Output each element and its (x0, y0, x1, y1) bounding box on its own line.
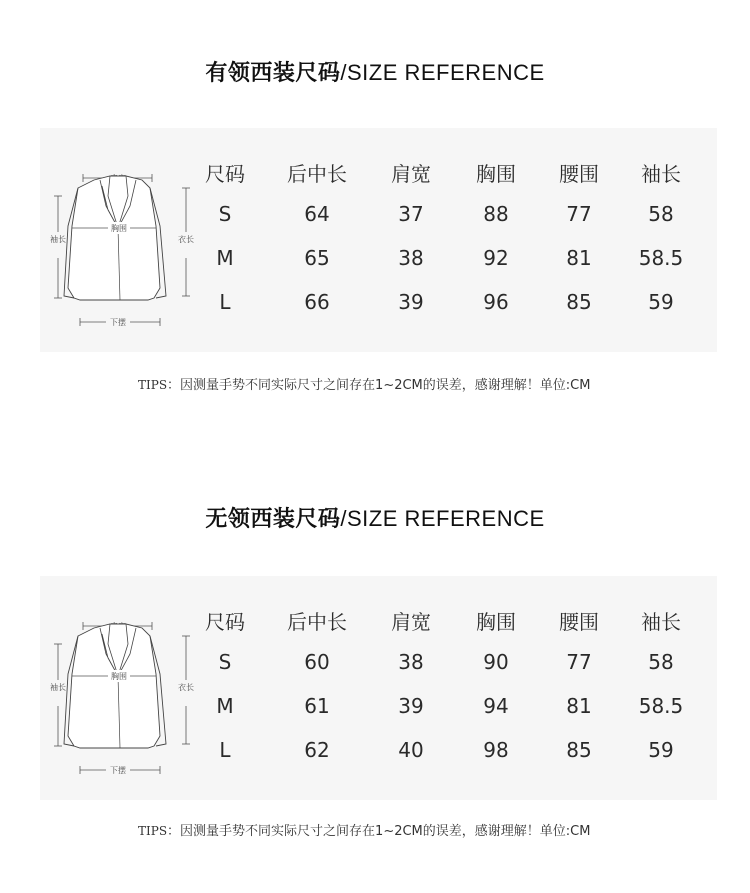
tips-text: ：因测量手势不同实际尺寸之间存在1~2CM的误差，感谢理解！单位:CM (167, 824, 591, 839)
table-cell: 60 (304, 650, 330, 674)
label-sleeve: 袖长 (50, 683, 66, 692)
table-cell: 81 (566, 694, 592, 718)
label-length: 衣长 (178, 683, 194, 692)
table-cell: 64 (304, 202, 330, 226)
table-cell: 38 (398, 246, 424, 270)
col-header-size: 尺码 (205, 610, 245, 634)
label-hem: 下摆 (110, 318, 126, 327)
table-cell: 98 (483, 738, 509, 762)
table-cell: 77 (566, 650, 592, 674)
jacket-illustration (50, 166, 200, 331)
table-cell: 39 (398, 694, 424, 718)
table-cell: 58 (648, 650, 674, 674)
tips-note (138, 820, 590, 839)
title-cn: 无领西装尺码 (205, 507, 341, 532)
table-cell: S (218, 202, 232, 226)
table-cell: 59 (648, 290, 674, 314)
table-cell: 39 (398, 290, 424, 314)
title-en: SIZE REFERENCE (346, 60, 545, 85)
table-cell: S (218, 650, 232, 674)
size-panel (40, 576, 717, 800)
col-header-waist: 腰围 (559, 610, 599, 634)
table-cell: 58 (648, 202, 674, 226)
col-header-chest: 胸围 (476, 610, 516, 634)
table-cell: 59 (648, 738, 674, 762)
col-header-shoulder: 肩宽 (391, 610, 431, 634)
table-cell: L (219, 738, 231, 762)
jacket-illustration (50, 614, 200, 779)
table-cell: 37 (398, 202, 424, 226)
table-cell: 81 (566, 246, 592, 270)
col-header-sleeve: 袖长 (641, 162, 681, 186)
table-cell: 85 (566, 738, 592, 762)
label-chest: 胸围 (111, 224, 127, 233)
table-cell: 88 (483, 202, 509, 226)
table-cell: 85 (566, 290, 592, 314)
title-en: SIZE REFERENCE (346, 506, 545, 531)
table-cell: 38 (398, 650, 424, 674)
table-cell: 96 (483, 290, 509, 314)
table-cell: 65 (304, 246, 330, 270)
table-cell: 66 (304, 290, 330, 314)
label-sleeve: 袖长 (50, 235, 66, 244)
table-cell: L (219, 290, 231, 314)
col-header-chest: 胸围 (476, 162, 516, 186)
table-cell: 58.5 (638, 694, 684, 718)
table-cell: 94 (483, 694, 509, 718)
col-header-back-length: 后中长 (287, 610, 347, 634)
label-hem: 下摆 (110, 766, 126, 775)
table-cell: 62 (304, 738, 330, 762)
table-cell: 61 (304, 694, 330, 718)
col-header-shoulder: 肩宽 (391, 162, 431, 186)
col-header-waist: 腰围 (559, 162, 599, 186)
jacket-diagram (50, 166, 200, 331)
size-panel (40, 128, 717, 352)
section-title (0, 56, 750, 87)
table-cell: M (216, 246, 234, 270)
tips-label: TIPS (138, 824, 168, 838)
label-length: 衣长 (178, 235, 194, 244)
tips-text: ：因测量手势不同实际尺寸之间存在1~2CM的误差，感谢理解！单位:CM (167, 378, 591, 393)
col-header-back-length: 后中长 (287, 162, 347, 186)
title-separator: / (340, 60, 347, 85)
tips-label: TIPS (138, 378, 168, 392)
label-chest: 胸围 (111, 672, 127, 681)
jacket-diagram (50, 614, 200, 779)
title-cn: 有领西装尺码 (205, 61, 341, 86)
table-cell: 77 (566, 202, 592, 226)
title-separator: / (340, 506, 347, 531)
col-header-size: 尺码 (205, 162, 245, 186)
tips-note (138, 374, 590, 393)
table-cell: 90 (483, 650, 509, 674)
table-cell: 58.5 (638, 246, 684, 270)
table-cell: M (216, 694, 234, 718)
table-cell: 40 (398, 738, 424, 762)
col-header-sleeve: 袖长 (641, 610, 681, 634)
table-cell: 92 (483, 246, 509, 270)
section-title (0, 502, 750, 533)
